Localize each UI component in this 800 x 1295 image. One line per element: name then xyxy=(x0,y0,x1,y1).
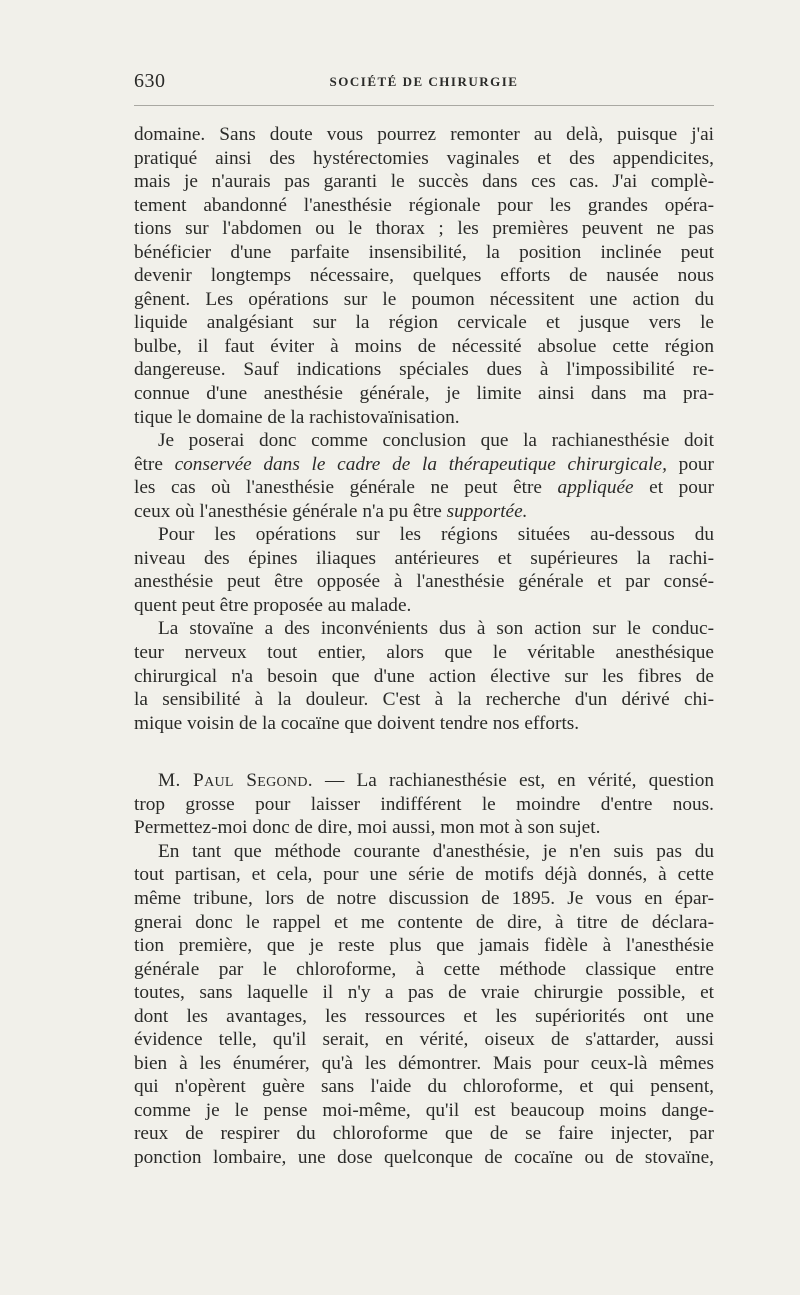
text-run: être xyxy=(134,453,175,475)
text-line xyxy=(134,769,714,793)
text-line: trop grosse pour laisser indifférent le moindre d'entre nous. xyxy=(134,793,714,815)
page-number: 630 xyxy=(134,70,166,92)
text-line: bien à les énumérer, qu'à les démontrer. Mais pour ceux-là mêmes xyxy=(134,1052,714,1074)
text-line: tions sur l'abdomen ou le thorax ; les premières peuvent ne pas xyxy=(134,218,714,240)
text-run: les cas où l'anesthésie générale ne peut être xyxy=(134,477,558,499)
text-line: devenir longtemps nécessaire, quelques efforts de nausée nous xyxy=(134,265,714,287)
paragraph xyxy=(134,523,714,617)
text-line: gênent. Les opérations sur le poumon nécessitent une action du xyxy=(134,288,714,310)
text-line: Permettez-moi donc de dire, moi aussi, mon mot à son sujet. xyxy=(134,817,601,839)
text-line: tout partisan, et cela, pour une série de motifs déjà donnés, à cette xyxy=(134,864,714,886)
text-line: mique voisin de la cocaïne que doivent tendre nos efforts. xyxy=(134,712,580,734)
text-run: pour xyxy=(666,453,714,475)
text-line: gnerai donc le rappel et me contente de dire, à titre de déclara- xyxy=(134,911,714,933)
text-line: reux de respirer du chloroforme que de se faire injecter, par xyxy=(134,1123,714,1145)
text-line: mais je n'aurais pas garanti le succès dans ces cas. J'ai complè- xyxy=(134,171,714,193)
text-line: Je poserai donc comme conclusion que la rachianesthésie doit xyxy=(158,430,714,452)
paragraph xyxy=(134,617,714,735)
text-line: liquide analgésiant sur la région cervicale et jusque vers le xyxy=(134,312,714,334)
text-line: tique le domaine de la rachistovaïnisation. xyxy=(134,406,460,428)
text-run: — La rachianesthésie est, en vérité, question xyxy=(312,770,714,792)
paragraph-speaker xyxy=(134,769,714,840)
text-line: dangereuse. Sauf indications spéciales dues à l'impossibilité re- xyxy=(134,359,714,381)
text-line xyxy=(134,476,714,500)
section-gap xyxy=(134,735,714,769)
speaker-name: M. Paul Segond. xyxy=(158,770,313,792)
running-header xyxy=(134,70,714,100)
text-run: ceux où l'anesthésie générale n'a pu être xyxy=(134,500,447,522)
text-line: teur nerveux tout entier, alors que le véritable anesthésique xyxy=(134,642,714,664)
text-line: bulbe, il faut éviter à moins de nécessité absolue cette région xyxy=(134,335,714,357)
body-text xyxy=(134,123,714,1170)
text-line: anesthésie peut être opposée à l'anesthésie générale et par consé- xyxy=(134,571,714,593)
italic-emphasis: conservée dans le cadre de la thérapeutique chirurgicale, xyxy=(174,453,667,475)
running-title: SOCIÉTÉ DE CHIRURGIE xyxy=(329,74,519,89)
text-line: dont les avantages, les ressources et les supériorités ont une xyxy=(134,1005,714,1027)
text-line: bénéficier d'une parfaite insensibilité, la position inclinée peut xyxy=(134,241,714,263)
text-run: et pour xyxy=(633,477,714,499)
text-line xyxy=(134,500,714,524)
paragraph xyxy=(134,840,714,1170)
paragraph-conclusion xyxy=(134,429,714,523)
text-line: générale par le chloroforme, à cette méthode classique entre xyxy=(134,958,714,980)
text-line: qui n'opèrent guère sans l'aide du chloroforme, et qui pensent, xyxy=(134,1076,714,1098)
text-line: En tant que méthode courante d'anesthésie, je n'en suis pas du xyxy=(158,840,714,862)
text-line: pratiqué ainsi des hystérectomies vaginales et des appendicites, xyxy=(134,147,714,169)
text-line: même tribune, lors de notre discussion de 1895. Je vous en épar- xyxy=(134,887,714,909)
text-line: connue d'une anesthésie générale, je limite ainsi dans ma pra- xyxy=(134,383,714,405)
text-line: ponction lombaire, une dose quelconque de cocaïne ou de stovaïne, xyxy=(134,1146,714,1168)
text-line: domaine. Sans doute vous pourrez remonter au delà, puisque j'ai xyxy=(134,124,714,145)
text-line: niveau des épines iliaques antérieures et supérieures la rachi- xyxy=(134,547,714,569)
text-line: tement abandonné l'anesthésie régionale pour les grandes opéra- xyxy=(134,194,714,216)
text-line: la sensibilité à la douleur. C'est à la recherche d'un dérivé chi- xyxy=(134,689,714,711)
text-line: comme je le pense moi-même, qu'il est beaucoup moins dange- xyxy=(134,1099,714,1121)
italic-emphasis: appliquée xyxy=(557,477,634,499)
paragraph-continuation xyxy=(134,123,714,429)
text-line: tion première, que je reste plus que jamais fidèle à l'anesthésie xyxy=(134,935,714,957)
italic-emphasis: supportée. xyxy=(446,500,528,522)
text-line: Pour les opérations sur les régions situées au-dessous du xyxy=(158,524,714,546)
text-line: chirurgical n'a besoin que d'une action élective sur les fibres de xyxy=(134,665,714,687)
text-line: quent peut être proposée au malade. xyxy=(134,594,412,616)
text-line xyxy=(134,453,714,477)
text-line: La stovaïne a des inconvénients dus à son action sur le conduc- xyxy=(158,618,714,640)
text-line: toutes, sans laquelle il n'y a pas de vraie chirurgie possible, et xyxy=(134,982,714,1004)
text-line: évidence telle, qu'il serait, en vérité, oiseux de s'attarder, aussi xyxy=(134,1029,714,1051)
header-rule xyxy=(134,105,714,106)
